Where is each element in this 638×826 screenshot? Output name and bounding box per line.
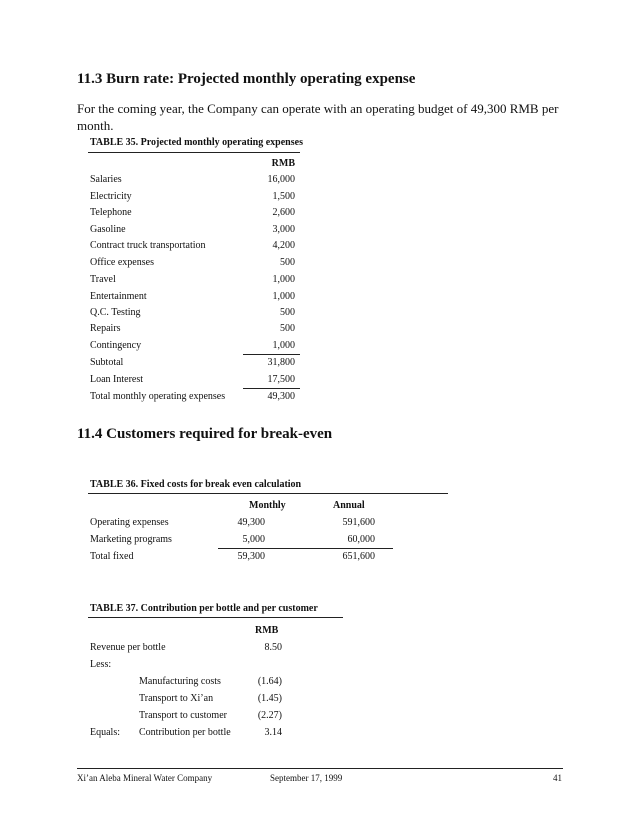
paragraph-line-1: For the coming year, the Company can operate with an operating budget of 49,300 RMB per bbox=[77, 101, 559, 116]
deduction-value: (2.27) bbox=[257, 710, 282, 721]
contribution-value: 3.14 bbox=[264, 727, 282, 738]
table-36-col-monthly: Monthly bbox=[249, 500, 286, 511]
table-row-label: Salaries bbox=[90, 174, 122, 185]
table-35-col-header: RMB bbox=[271, 158, 295, 169]
contribution-label: Contribution per bottle bbox=[139, 727, 231, 738]
table-row-value: 49,300 bbox=[267, 391, 295, 402]
table-row-value: 500 bbox=[280, 323, 295, 334]
table-row-label: Total fixed bbox=[90, 551, 134, 562]
table-row-value: 500 bbox=[280, 257, 295, 268]
table-37-caption: TABLE 37. Contribution per bottle and per customer bbox=[90, 603, 318, 614]
table-row-label: Telephone bbox=[90, 207, 132, 218]
table-row-monthly: 5,000 bbox=[242, 534, 265, 545]
table-row-label: Gasoline bbox=[90, 224, 126, 235]
table-row-label: Office expenses bbox=[90, 257, 154, 268]
equals-label: Equals: bbox=[90, 727, 120, 738]
section-heading-burn-rate: 11.3 Burn rate: Projected monthly operating expense bbox=[77, 71, 416, 87]
table-row-value: 4,200 bbox=[272, 240, 295, 251]
table-row-value: 1,000 bbox=[272, 340, 295, 351]
table-row-label: Contingency bbox=[90, 340, 142, 351]
table-row-label: Q.C. Testing bbox=[90, 307, 141, 318]
table-row-annual: 651,600 bbox=[342, 551, 375, 562]
table-row-value: 17,500 bbox=[267, 374, 295, 385]
table-row-value: 2,600 bbox=[272, 207, 295, 218]
total-rule bbox=[243, 388, 300, 389]
less-label: Less: bbox=[90, 659, 112, 670]
table-35-caption: TABLE 35. Projected monthly operating expenses bbox=[90, 137, 303, 148]
footer-date: September 17, 1999 bbox=[270, 773, 343, 783]
table-row-value: 3,000 bbox=[272, 224, 295, 235]
table-row-label: Travel bbox=[90, 274, 116, 285]
table-row-value: 16,000 bbox=[267, 174, 295, 185]
deduction-value: (1.64) bbox=[257, 676, 282, 687]
table-row-annual: 60,000 bbox=[347, 534, 375, 545]
table-row-monthly: 59,300 bbox=[237, 551, 265, 562]
table-36-top-rule bbox=[88, 493, 448, 494]
table-row-label: Entertainment bbox=[90, 291, 147, 302]
paragraph-line-2: month. bbox=[77, 118, 114, 133]
total-fixed-rule bbox=[218, 548, 393, 549]
footer-page-number: 41 bbox=[553, 773, 562, 783]
section-heading-break-even: 11.4 Customers required for break-even bbox=[77, 426, 333, 442]
table-35-top-rule bbox=[88, 152, 300, 153]
revenue-value: 8.50 bbox=[264, 642, 282, 653]
table-row-label: Marketing programs bbox=[90, 534, 172, 545]
table-row-label: Total monthly operating expenses bbox=[90, 391, 226, 402]
revenue-label: Revenue per bottle bbox=[90, 642, 166, 653]
table-row-label: Contract truck transportation bbox=[90, 240, 206, 251]
footer-rule bbox=[77, 768, 563, 769]
table-row-label: Electricity bbox=[90, 191, 132, 202]
table-row-value: 1,000 bbox=[272, 291, 295, 302]
table-37-top-rule bbox=[88, 617, 343, 618]
table-row-value: 500 bbox=[280, 307, 295, 318]
table-row-monthly: 49,300 bbox=[237, 517, 265, 528]
table-row-label: Operating expenses bbox=[90, 517, 169, 528]
table-37-col-header: RMB bbox=[255, 625, 279, 636]
table-row-value: 31,800 bbox=[267, 357, 295, 368]
table-row-label: Subtotal bbox=[90, 357, 124, 368]
table-36-caption: TABLE 36. Fixed costs for break even calculation bbox=[90, 479, 302, 490]
table-row-label: Loan Interest bbox=[90, 374, 144, 385]
footer-company: Xi’an Aleba Mineral Water Company bbox=[77, 773, 213, 783]
deduction-value: (1.45) bbox=[257, 693, 282, 704]
table-row-label: Repairs bbox=[90, 323, 121, 334]
table-row-value: 1,500 bbox=[272, 191, 295, 202]
deduction-label: Manufacturing costs bbox=[139, 676, 221, 687]
table-36-col-annual: Annual bbox=[333, 500, 365, 511]
deduction-label: Transport to customer bbox=[139, 710, 227, 721]
table-row-annual: 591,600 bbox=[342, 517, 375, 528]
subtotal-rule bbox=[243, 354, 300, 355]
table-row-value: 1,000 bbox=[272, 274, 295, 285]
deduction-label: Transport to Xi’an bbox=[139, 693, 214, 704]
